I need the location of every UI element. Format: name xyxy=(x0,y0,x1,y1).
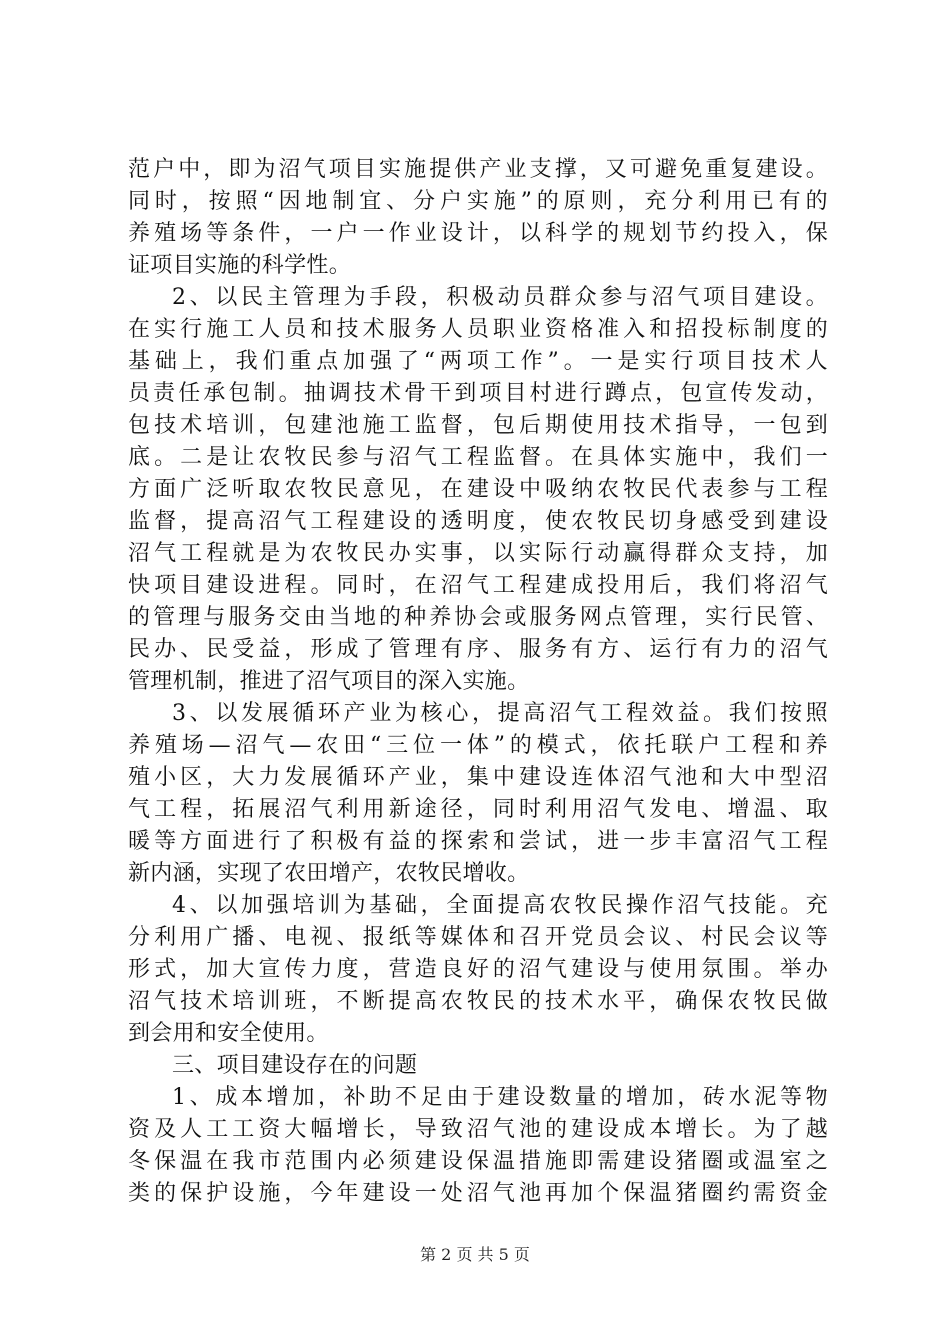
text-line: 1、成本增加，补助不足由于建设数量的增加，砖水泥等物 xyxy=(172,1085,828,1110)
text-line: 员责任承包制。抽调技术骨干到项目村进行蹲点，包宣传发动， xyxy=(128,381,828,406)
text-line: 沼气工程就是为农牧民办实事，以实际行动赢得群众支持，加 xyxy=(128,541,828,566)
text-line: 冬保温在我市范围内必须建设保温措施即需建设猪圈或温室之 xyxy=(128,1149,828,1174)
text-line: 快项目建设进程。同时，在沼气工程建成投用后，我们将沼气 xyxy=(128,573,828,598)
text-line: 监督，提高沼气工程建设的透明度，使农牧民切身感受到建设 xyxy=(128,509,828,534)
text-line: 包技术培训，包建池施工监督，包后期使用技术指导，一包到 xyxy=(128,413,828,438)
text-line: 同时，按照“因地制宜、分户实施”的原则，充分利用已有的 xyxy=(128,189,828,214)
text-line: 底。二是让农牧民参与沼气工程监督。在具体实施中，我们一 xyxy=(128,445,828,470)
text-line: 气工程，拓展沼气利用新途径，同时利用沼气发电、增温、取 xyxy=(128,797,828,822)
text-line: 沼气技术培训班，不断提高农牧民的技术水平，确保农牧民做 xyxy=(128,989,828,1014)
text-line: 新内涵，实现了农田增产，农牧民增收。 xyxy=(128,861,530,886)
text-line: 在实行施工人员和技术服务人员职业资格准入和招投标制度的 xyxy=(128,317,828,342)
text-line: 证项目实施的科学性。 xyxy=(128,253,352,278)
text-line: 暖等方面进行了积极有益的探索和尝试，进一步丰富沼气工程 xyxy=(128,829,828,854)
text-line: 到会用和安全使用。 xyxy=(128,1021,329,1046)
page-footer: 第 2 页 共 5 页 xyxy=(420,1245,530,1264)
text-line: 3、以发展循环产业为核心，提高沼气工程效益。我们按照 xyxy=(172,701,828,726)
document-body xyxy=(128,154,828,1210)
text-line: 4、以加强培训为基础，全面提高农牧民操作沼气技能。充 xyxy=(172,893,828,918)
text-line: 的管理与服务交由当地的种养协会或服务网点管理，实行民管、 xyxy=(128,605,828,630)
text-line: 基础上，我们重点加强了“两项工作”。一是实行项目技术人 xyxy=(128,349,828,374)
text-line: 养殖场—沼气—农田“三位一体”的模式，依托联户工程和养 xyxy=(128,733,828,758)
text-line: 范户中，即为沼气项目实施提供产业支撑，又可避免重复建设。 xyxy=(128,157,828,182)
text-line: 管理机制，推进了沼气项目的深入实施。 xyxy=(128,669,530,694)
text-line: 类的保护设施，今年建设一处沼气池再加个保温猪圈约需资金 xyxy=(128,1181,828,1206)
text-line: 分利用广播、电视、报纸等媒体和召开党员会议、村民会议等 xyxy=(128,925,828,950)
text-line: 三、项目建设存在的问题 xyxy=(172,1053,418,1078)
text-line: 民办、民受益，形成了管理有序、服务有方、运行有力的沼气 xyxy=(128,637,828,662)
text-line: 方面广泛听取农牧民意见，在建设中吸纳农牧民代表参与工程 xyxy=(128,477,828,502)
text-line: 形式，加大宣传力度，营造良好的沼气建设与使用氛围。举办 xyxy=(128,957,828,982)
text-line: 养殖场等条件，一户一作业设计，以科学的规划节约投入，保 xyxy=(128,221,828,246)
text-line: 2、以民主管理为手段，积极动员群众参与沼气项目建设。 xyxy=(172,285,828,310)
text-line: 殖小区，大力发展循环产业，集中建设连体沼气池和大中型沼 xyxy=(128,765,828,790)
text-line: 资及人工工资大幅增长，导致沼气池的建设成本增长。为了越 xyxy=(128,1117,828,1142)
